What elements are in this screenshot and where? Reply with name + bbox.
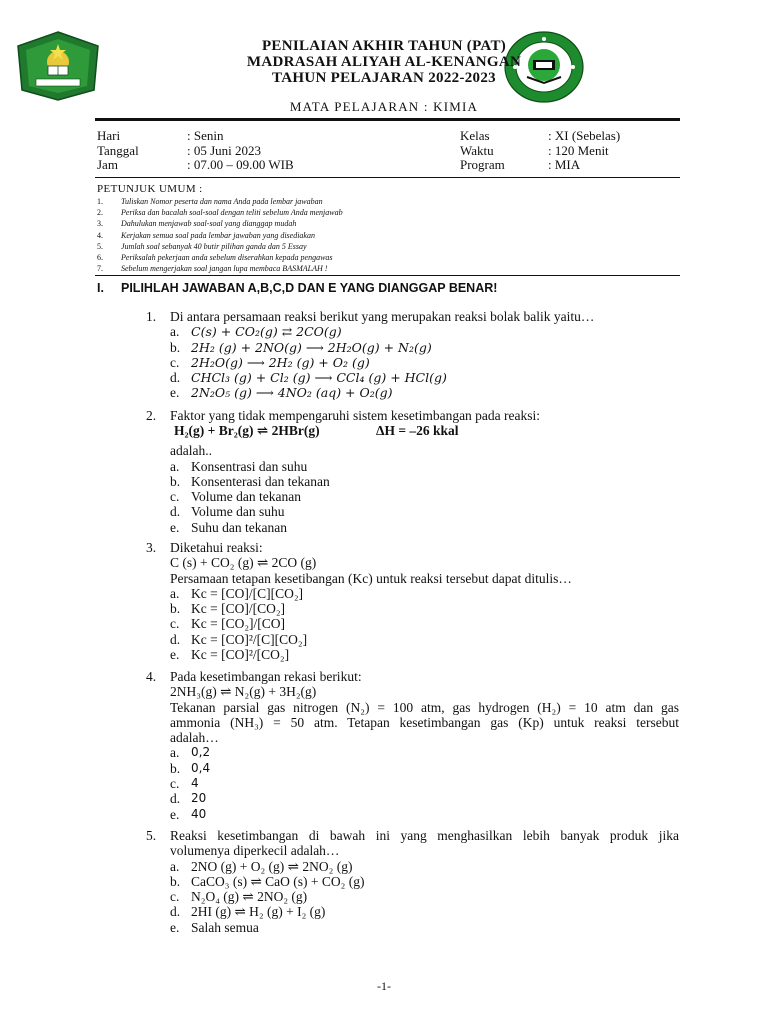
option-label: d. <box>170 370 181 386</box>
header-title-1: PENILAIAN AKHIR TAHUN (PAT) <box>261 38 507 54</box>
item-text: Periksalah pekerjaan anda sebelum diserahkan kepada pengawas <box>121 252 333 262</box>
list-item <box>97 263 343 274</box>
option-text: CHCl₃ (g) + Cl₂ (g) ⟶ CCl₄ (g) + HCl(g) <box>191 370 447 386</box>
question-number: 4. <box>146 669 157 684</box>
header-title-2: MADRASAH ALIYAH AL-KENANGAN <box>246 54 522 70</box>
info-label: Program <box>460 157 505 172</box>
option-d <box>146 791 679 806</box>
option-e <box>146 520 540 535</box>
question-4 <box>146 669 679 822</box>
option-d <box>146 904 679 919</box>
header-divider <box>95 118 680 121</box>
option-e <box>146 647 572 662</box>
option-e <box>146 807 679 822</box>
item-text: Kerjakan semua soal pada lembar jawaban yang disediakan <box>121 230 315 240</box>
option-text: Kc = [CO₂]/[CO] <box>191 616 286 632</box>
option-a <box>146 324 594 339</box>
option-text: 2NO (g) + O₂ (g) ⇌ 2NO₂ (g) <box>191 858 353 874</box>
option-text: Kc = [CO]/[CO₂] <box>191 601 286 617</box>
petunjuk-title: PETUNJUK UMUM : <box>97 183 203 195</box>
option-text: Kc = [CO]²/[CO₂] <box>191 647 290 663</box>
info-divider <box>95 177 680 178</box>
list-item <box>97 218 343 229</box>
option-text: C(s) + CO₂(g) ⇄ 2CO(g) <box>191 324 342 340</box>
list-item <box>97 241 343 252</box>
option-a <box>146 745 679 760</box>
option-label: d. <box>170 904 181 920</box>
option-text: Konsentrasi dan suhu <box>191 458 308 474</box>
option-text: 2HI (g) ⇌ H₂ (g) + I₂ (g) <box>191 904 326 920</box>
option-text: Kc = [CO]/[C][CO₂] <box>191 585 304 601</box>
option-a <box>146 859 679 874</box>
option-label: d. <box>170 791 181 807</box>
question-2 <box>146 408 540 535</box>
info-labels-left <box>97 129 139 173</box>
item-text: Periksa dan bacalah soal-soal dengan teliti sebelum Anda menjawab <box>121 208 343 218</box>
item-number: 4. <box>97 230 103 240</box>
option-label: e. <box>170 647 180 663</box>
item-number: 6. <box>97 252 103 262</box>
question-stem: Diketahui reaksi: <box>170 540 263 555</box>
info-value: : 07.00 – 09.00 WIB <box>187 157 294 172</box>
option-label: c. <box>170 354 180 370</box>
question-number: 3. <box>146 540 157 555</box>
question-stem: Di antara persamaan reaksi berikut yang merupakan reaksi bolak balik yaitu… <box>170 309 595 324</box>
option-text: Kc = [CO]²/[C][CO₂] <box>191 631 308 647</box>
list-item <box>97 207 343 218</box>
question-1 <box>146 309 594 401</box>
info-value: : 05 Juni 2023 <box>187 142 262 158</box>
option-label: c. <box>170 776 180 792</box>
section-title: PILIHLAH JAWABAN A,B,C,D DAN E YANG DIANGGAP BENAR! <box>121 281 498 295</box>
item-text: Dahulukan menjawab soal-soal yang dianggap mudah <box>121 219 297 229</box>
info-values-left <box>187 129 294 173</box>
item-text: Jumlah soal sebanyak 40 butir pilihan ganda dan 5 Essay <box>121 241 307 251</box>
option-b <box>146 601 572 616</box>
question-stem-continued: adalah… <box>170 730 219 746</box>
question-stem-continued: Persamaan tetapan kesetibangan (Kc) untuk reaksi tersebut dapat ditulis… <box>170 570 572 586</box>
option-e <box>146 385 594 400</box>
petunjuk-divider <box>95 275 680 276</box>
petunjuk-list <box>97 196 343 274</box>
option-text: CaCO₃ (s) ⇌ CaO (s) + CO₂ (g) <box>191 873 365 889</box>
option-label: b. <box>170 339 181 355</box>
item-number: 3. <box>97 219 103 229</box>
question-stem-continued: volumenya diperkecil adalah… <box>170 843 340 859</box>
info-value: : 120 Menit <box>548 142 609 158</box>
option-b <box>146 340 594 355</box>
question-stem-continued: adalah.. <box>170 443 212 459</box>
option-text: Volume dan tekanan <box>191 489 301 505</box>
option-label: e. <box>170 385 180 401</box>
option-label: a. <box>170 745 180 761</box>
option-label: c. <box>170 616 180 632</box>
info-label: Tanggal <box>97 142 139 158</box>
info-values-right <box>548 129 620 173</box>
option-label: c. <box>170 889 180 905</box>
question-stem: Faktor yang tidak mempengaruhi sistem kesetimbangan pada reaksi: <box>170 408 541 423</box>
question-5 <box>146 828 679 935</box>
option-c <box>146 616 572 631</box>
option-a <box>146 586 572 601</box>
option-label: d. <box>170 504 181 520</box>
item-number: 5. <box>97 241 103 251</box>
option-b <box>146 874 679 889</box>
list-item <box>97 252 343 263</box>
question-stem-continued: ammonia (NH₃) = 50 atm. Tetapan kesetimbangan gas (Kp) untuk reaksi tersebut <box>170 714 679 730</box>
info-label: Kelas <box>460 128 490 143</box>
option-text: 2N₂O₅ (g) ⟶ 4NO₂ (aq) + O₂(g) <box>191 385 393 401</box>
section-number: I. <box>97 281 104 295</box>
option-b <box>146 761 679 776</box>
info-label: Hari <box>97 128 121 143</box>
option-d <box>146 370 594 385</box>
option-label: e. <box>170 919 180 935</box>
info-label: Jam <box>97 157 118 172</box>
option-e <box>146 920 679 935</box>
option-b <box>146 474 540 489</box>
option-text: 0,2 <box>191 745 211 760</box>
question-stem: Reaksi kesetimbangan di bawah ini yang menghasilkan lebih banyak produk jika <box>170 828 679 843</box>
option-label: a. <box>170 324 180 340</box>
option-d <box>146 632 572 647</box>
option-text: 2H₂ (g) + 2NO(g) ⟶ 2H₂O(g) + N₂(g) <box>191 339 432 355</box>
info-value: : XI (Sebelas) <box>548 128 621 143</box>
option-c <box>146 489 540 504</box>
reaction-equation: 2NH₃(g) ⇌ N₂(g) + 3H₂(g) <box>170 684 317 700</box>
option-text: 4 <box>191 776 199 791</box>
header-title-3: TAHUN PELAJARAN 2022-2023 <box>272 70 496 86</box>
option-label: d. <box>170 631 181 647</box>
option-label: a. <box>170 585 180 601</box>
subject-title: MATA PELAJARAN : KIMIA <box>289 99 479 114</box>
question-stem: Pada kesetimbangan rekasi berikut: <box>170 669 362 684</box>
item-text: Tuliskan Nomor peserta dan nama Anda pada lembar jawaban <box>121 197 323 206</box>
item-number: 7. <box>97 264 103 274</box>
option-text: 0,4 <box>191 760 211 775</box>
item-text: Sebelum mengerjakan soal jangan lupa membaca BASMALAH ! <box>121 264 328 274</box>
option-text: 2H₂O(g) ⟶ 2H₂ (g) + O₂ (g) <box>191 354 370 370</box>
option-label: e. <box>170 519 180 535</box>
option-label: a. <box>170 858 180 874</box>
section-heading <box>97 281 497 295</box>
item-number: 2. <box>97 208 103 218</box>
option-label: e. <box>170 806 180 822</box>
info-value: : MIA <box>548 157 581 172</box>
item-number: 1. <box>97 197 103 206</box>
reaction-equation: H₂(g) + Br₂(g) ⇌ 2HBr(g) <box>174 423 320 439</box>
option-text: Suhu dan tekanan <box>191 519 287 535</box>
option-a <box>146 459 540 474</box>
question-number: 1. <box>146 309 157 324</box>
option-d <box>146 504 540 519</box>
option-label: c. <box>170 489 180 505</box>
option-c <box>146 889 679 904</box>
page-number: -1- <box>377 979 391 993</box>
option-text: N₂O₄ (g) ⇌ 2NO₂ (g) <box>191 889 308 905</box>
option-label: a. <box>170 458 180 474</box>
question-number: 2. <box>146 408 157 423</box>
option-c <box>146 355 594 370</box>
question-stem-continued: Tekanan parsial gas nitrogen (N₂) = 100 atm, gas hydrogen (H₂) = 10 atm dan gas <box>170 699 679 715</box>
info-labels-right <box>460 129 505 173</box>
list-item <box>97 230 343 241</box>
reaction-equation: C (s) + CO₂ (g) ⇌ 2CO (g) <box>170 555 317 571</box>
enthalpy-value: ΔH = –26 kkal <box>376 423 459 439</box>
option-text: Salah semua <box>191 919 259 935</box>
option-c <box>146 776 679 791</box>
option-label: b. <box>170 601 181 617</box>
list-item <box>97 196 343 207</box>
option-text: Volume dan suhu <box>191 504 285 520</box>
info-label: Waktu <box>460 142 494 158</box>
option-text: 20 <box>191 791 207 806</box>
question-number: 5. <box>146 828 157 843</box>
option-text: Konsenterasi dan tekanan <box>191 473 330 489</box>
info-value: : Senin <box>187 128 224 143</box>
option-label: b. <box>170 473 181 489</box>
question-3 <box>146 540 572 662</box>
option-label: b. <box>170 873 181 889</box>
option-label: b. <box>170 760 181 776</box>
option-text: 40 <box>191 806 207 821</box>
